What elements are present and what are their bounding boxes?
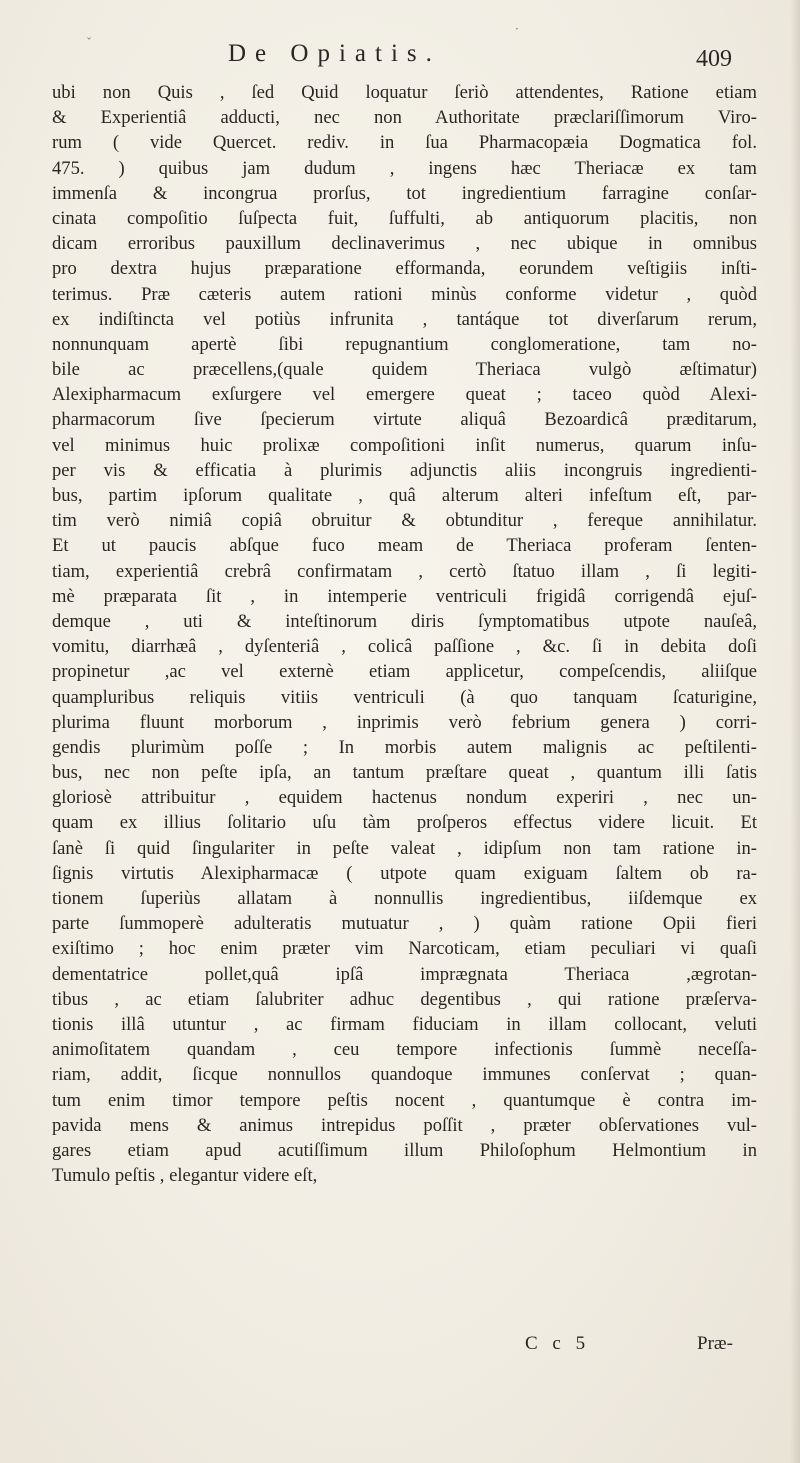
text-line: & Experientiâ adducti, nec non Authoritate præclariſſimorum Viro- — [52, 107, 757, 129]
text-line: tim verò nimiâ copiâ obruitur & obtunditur , fereque annihilatur. — [52, 510, 757, 532]
text-line: tionem ſuperiùs allatam à nonnullis ingredientibus, iiſdemque ex — [52, 888, 757, 909]
text-line: vel minimus huic prolixæ compoſitioni inſit numerus, quarum inſu- — [52, 434, 757, 456]
text-line: nonnunquam apertè ſibi repugnantium conglomeratione, tam no- — [52, 333, 757, 355]
text-line: terimus. Præ cæteris autem rationi minùs conforme videtur , quòd — [52, 283, 757, 305]
text-line: propinetur ,ac vel externè etiam applicetur, compeſcendis, aliiſque — [52, 661, 757, 683]
signature-mark: C c 5 — [525, 1333, 591, 1354]
text-line: plurima fluunt morborum , inprimis verò febrium genera ) corri- — [52, 711, 757, 733]
text-line: bile ac præcellens,(quale quidem Theriaca vulgò æſtimatur) — [52, 359, 757, 381]
paper-speck: ˇ — [86, 36, 92, 50]
page-edge-shadow — [790, 0, 800, 1463]
text-line: quam ex illius ſolitario uſu tàm proſperos effectus videre licuit. Et — [52, 812, 757, 834]
text-line: ſanè ſi quid ſingulariter in peſte valeat , idipſum non tam ratione in- — [52, 837, 757, 859]
text-line: pavida mens & animus intrepidus poſſit , præter obſervationes vul- — [52, 1114, 757, 1136]
text-line: cinata compoſitio ſuſpecta fuit, ſuffulti, ab antiquorum placitis, non — [52, 207, 757, 229]
text-line: vomitu, diarrhæâ , dyſenteriâ , colicâ paſſione , &c. ſi in debita doſi — [52, 636, 757, 658]
text-line: riam, addit, ſicque nonnullos quandoque immunes conſervat ; quan- — [52, 1064, 757, 1086]
text-line: dicam erroribus pauxillum declinaverimus , nec ubique in omnibus — [52, 233, 757, 255]
text-line: Tumulo peſtis , elegantur videre eſt, — [52, 1165, 318, 1187]
paper-speck: · — [515, 22, 519, 36]
page-number: 409 — [696, 46, 732, 72]
text-line: gloriosè attribuitur , equidem hactenus nondum experiri , nec un- — [52, 787, 757, 809]
page-header — [0, 40, 800, 80]
text-line: ex indiſtincta vel potiùs infrunita , tantáque tot diverſarum rerum, — [52, 308, 757, 330]
page-footer — [0, 1333, 800, 1359]
catchword: Præ- — [697, 1333, 733, 1354]
text-line: pro dextra hujus præparatione efformanda, eorundem veſtigiis inſti- — [52, 258, 757, 280]
text-line: tum enim timor tempore peſtis nocent , quantumque è contra im- — [52, 1089, 757, 1111]
text-line: Et ut paucis abſque fuco meam de Theriaca proferam ſenten- — [52, 535, 757, 557]
text-line: gares etiam apud acutiſſimum illum Philoſophum Helmontium in — [52, 1139, 757, 1161]
text-line: demque , uti & inteſtinorum diris ſymptomatibus utpote nauſeâ, — [52, 610, 757, 632]
running-head: De Opiatis. — [228, 40, 441, 67]
text-line: bus, partim ipſorum qualitate , quâ alterum alteri infeſtum eſt, par- — [52, 485, 757, 506]
text-line: parte ſummoperè adulteratis mutuatur , ) quàm ratione Opii fieri — [52, 913, 757, 935]
text-line: tiam, experientiâ crebrâ confirmatam , certò ſtatuo illam , ſi legiti- — [52, 560, 757, 582]
text-line: tionis illâ utuntur , ac firmam fiduciam in illam collocant, veluti — [52, 1013, 757, 1035]
text-line: mè præparata ſit , in intemperie ventriculi frigidâ corrigendâ ejuſ- — [52, 585, 757, 607]
text-line: Alexipharmacum exſurgere vel emergere queat ; taceo quòd Alexi- — [52, 384, 757, 406]
text-line: exiſtimo ; hoc enim præter vim Narcoticam, etiam peculiari vi quaſi — [52, 938, 757, 960]
text-line: immenſa & incongrua prorſus, tot ingredientium farragine conſar- — [52, 182, 757, 204]
text-line: bus, nec non peſte ipſa, an tantum præſtare queat , quantum illi ſatis — [52, 762, 757, 784]
text-line: ubi non Quis , ſed Quid loquatur ſeriò attendentes, Ratione etiam — [52, 82, 757, 103]
text-line: tibus , ac etiam ſalubriter adhuc degentibus , qui ratione præſerva- — [52, 988, 757, 1010]
text-line: pharmacorum ſive ſpecierum virtute aliquâ Bezoardicâ præditarum, — [52, 409, 757, 431]
text-line: per vis & efficatia à plurimis adjunctis aliis incongruis ingredienti- — [52, 459, 757, 481]
text-line: ſignis virtutis Alexipharmacæ ( utpote quam exiguam ſaltem ob ra- — [52, 862, 757, 884]
text-line: 475. ) quibus jam dudum , ingens hæc Theriacæ ex tam — [52, 157, 757, 179]
text-line: dementatrice pollet,quâ ipſâ imprægnata Theriaca ,ægrotan- — [52, 963, 757, 985]
text-line: gendis plurimùm poſſe ; In morbis autem malignis ac peſtilenti- — [52, 736, 757, 758]
body-text — [52, 80, 757, 1188]
text-line: rum ( vide Quercet. rediv. in ſua Pharmacopæia Dogmatica fol. — [52, 132, 757, 154]
text-line: quampluribus reliquis vitiis ventriculi (à quo tanquam ſcaturigine, — [52, 686, 757, 708]
text-line: animoſitatem quandam , ceu tempore infectionis ſummè neceſſa- — [52, 1039, 757, 1061]
